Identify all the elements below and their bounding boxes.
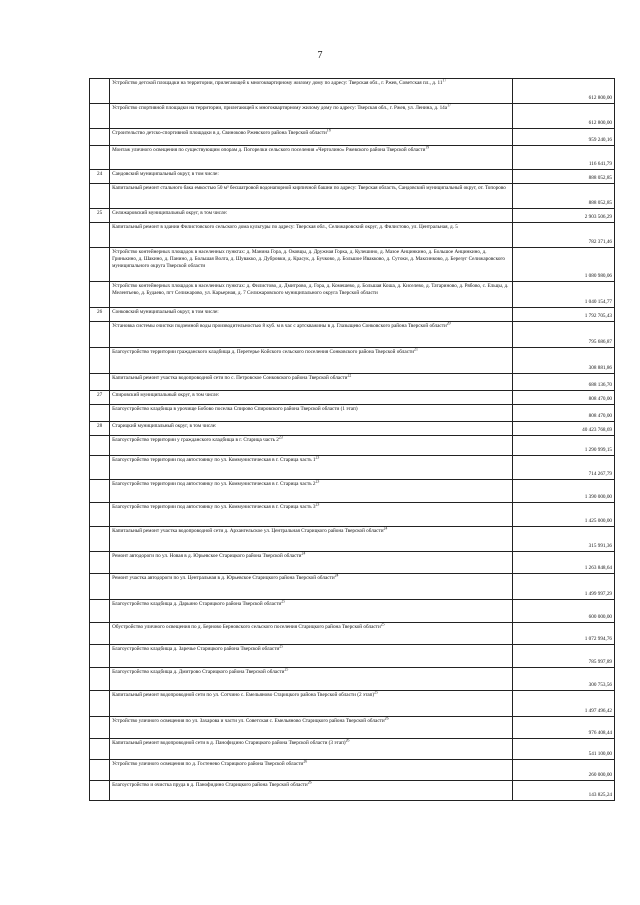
table-row xyxy=(90,146,615,170)
row-number xyxy=(90,574,110,600)
table-row xyxy=(90,456,615,480)
row-description xyxy=(110,405,513,422)
row-description xyxy=(110,248,513,282)
row-number xyxy=(90,480,110,503)
row-amount: 600 000,00 xyxy=(513,600,615,623)
table-row xyxy=(90,623,615,645)
row-number xyxy=(90,104,110,129)
row-description xyxy=(110,781,513,801)
row-description xyxy=(110,146,513,170)
table-row xyxy=(90,209,615,223)
row-description xyxy=(110,480,513,503)
row-amount: 1 040 154,77 xyxy=(513,282,615,308)
row-description-text: Благоустройство кладбища в урочище Бобово поселка Спирово Спировского района Тверской области (1 этап) xyxy=(112,406,358,412)
row-description xyxy=(110,129,513,146)
row-description xyxy=(110,717,513,739)
row-number xyxy=(90,623,110,645)
row-number xyxy=(90,645,110,668)
row-description xyxy=(110,391,513,405)
row-amount: 782 371,46 xyxy=(513,223,615,248)
row-number xyxy=(90,503,110,527)
row-number xyxy=(90,781,110,801)
row-amount: 808 470,00 xyxy=(513,391,615,405)
row-amount: 1 425 000,00 xyxy=(513,503,615,527)
row-amount: 976 408,44 xyxy=(513,717,615,739)
table-row xyxy=(90,691,615,717)
row-number: 24 xyxy=(90,170,110,184)
row-amount: 688 136,70 xyxy=(513,374,615,391)
row-description-text: Капитальный ремонт в здании Филистовского сельского дома культуры по адресу: Тверская обл., Селижаровский округ, д. Филистово, ул. Центральная, д. 5 xyxy=(112,224,458,230)
row-number xyxy=(90,322,110,348)
row-description-text: Сандовский муниципальный округ, в том числе: xyxy=(112,171,219,177)
row-description-text: Устройство уличного освещения по ул. Захарова и части ул. Советская с. Емельяново Старицкого района Тверской области xyxy=(112,718,385,724)
footnote-ref: 25 xyxy=(279,644,284,649)
row-amount: 1 263 848,64 xyxy=(513,552,615,574)
row-amount: 1 792 705,43 xyxy=(513,308,615,322)
row-amount: 143 825,24 xyxy=(513,781,615,801)
row-description xyxy=(110,79,513,104)
row-number xyxy=(90,248,110,282)
row-number xyxy=(90,129,110,146)
row-amount: 785 997,89 xyxy=(513,645,615,668)
row-amount: 300 753,56 xyxy=(513,668,615,691)
footnote-ref: 26 xyxy=(345,738,350,743)
table-row xyxy=(90,391,615,405)
footnote-ref: 26 xyxy=(384,716,389,721)
row-description-text: Благоустройство территории под автостоянку по ул. Коммунистическая в г. Старица часть 2 xyxy=(112,481,316,487)
row-number xyxy=(90,184,110,209)
row-amount: 795 686,87 xyxy=(513,322,615,348)
row-description-text: Ремонт участка автодороги по ул. Центральная в д. Юрьевское Старицкого района Тверской области xyxy=(112,575,335,581)
table-row xyxy=(90,503,615,527)
row-number xyxy=(90,527,110,552)
footnote-ref: 26 xyxy=(307,780,312,785)
footnote-ref: 25 xyxy=(281,599,286,604)
row-description xyxy=(110,527,513,552)
row-amount: 612 800,00 xyxy=(513,104,615,129)
row-description xyxy=(110,552,513,574)
row-description-text: Спировский муниципальный округ, в том числе: xyxy=(112,392,220,398)
row-description-text: Селижаровский муниципальный округ, в том числе: xyxy=(112,210,228,216)
row-description xyxy=(110,668,513,691)
row-amount: 1 499 997,29 xyxy=(513,574,615,600)
table-row xyxy=(90,79,615,104)
row-amount: 1 390 000,00 xyxy=(513,480,615,503)
table-row xyxy=(90,552,615,574)
row-description xyxy=(110,422,513,436)
row-number xyxy=(90,739,110,760)
row-amount: 2 903 506,29 xyxy=(513,209,615,223)
row-number xyxy=(90,146,110,170)
row-number: 27 xyxy=(90,391,110,405)
footnote-ref: 18 xyxy=(326,128,331,133)
row-number xyxy=(90,668,110,691)
table-row xyxy=(90,248,615,282)
row-amount: 888 052,85 xyxy=(513,184,615,209)
row-description-text: Монтаж уличного освещения по существующим опорам д. Погорелки сельского поселения «Чертолино» Ржевского района Тверской области xyxy=(112,147,426,153)
table-row xyxy=(90,480,615,503)
row-amount: 116 641,79 xyxy=(513,146,615,170)
table-row xyxy=(90,104,615,129)
row-description xyxy=(110,691,513,717)
row-amount: 308 881,86 xyxy=(513,348,615,374)
row-description-text: Обустройство уличного освещения по д. Берново Берновского сельского поселения Старицкого района Тверской области xyxy=(112,624,381,630)
row-description-text: Устройство контейнерных площадок в населенных пунктах: д. Филистово, д. Дмитрово, д. Гора, д. Комешево, д. Большая Коша, д. Киселево, д. Татариново, д. Рябово, с. Ельцы, д. Мелентьево, д. Будаево, пгт Селижарово, ул. Карьерная, д. 7 Селижаровского муниципального округа Тверской области xyxy=(112,283,509,296)
row-amount: 714 267,79 xyxy=(513,456,615,480)
row-description xyxy=(110,760,513,781)
row-description-text: Капитальный ремонт участка водопроводной сети д. Архангельское ул. Центральная Старицкого района Тверской области xyxy=(112,528,384,534)
row-description-text: Благоустройство территории под автостоянку по ул. Коммунистическая в г. Старица часть 3 xyxy=(112,504,316,510)
table-row xyxy=(90,760,615,781)
row-amount: 1 072 994,76 xyxy=(513,623,615,645)
row-description xyxy=(110,282,513,308)
row-description-text: Благоустройство и очистка пруда в д. Панофидино Старицкого района Тверской области xyxy=(112,782,308,788)
row-number xyxy=(90,691,110,717)
row-amount: 888 052,85 xyxy=(513,170,615,184)
table-row xyxy=(90,405,615,422)
row-description xyxy=(110,436,513,456)
row-description xyxy=(110,574,513,600)
row-description xyxy=(110,503,513,527)
row-number: 26 xyxy=(90,308,110,322)
row-description xyxy=(110,104,513,129)
row-amount: 1 497 496,42 xyxy=(513,691,615,717)
row-amount: 40 423 768,69 xyxy=(513,422,615,436)
row-description xyxy=(110,223,513,248)
table-row xyxy=(90,717,615,739)
row-description-text: Благоустройство территории гражданского кладбища д. Перетерье Койского сельского поселения Сонковского района Тверской области xyxy=(112,349,415,355)
row-description xyxy=(110,645,513,668)
row-amount: 1 080 980,06 xyxy=(513,248,615,282)
row-number xyxy=(90,760,110,781)
row-description-text: Благоустройство кладбища д. Дарьино Старицкого района Тверской области xyxy=(112,601,282,607)
row-description-text: Благоустройство кладбища д. Дмитрово Старицкого района Тверской области xyxy=(112,669,285,675)
table-row xyxy=(90,348,615,374)
row-description xyxy=(110,308,513,322)
footnote-ref: 24 xyxy=(301,551,306,556)
row-description xyxy=(110,322,513,348)
row-description xyxy=(110,184,513,209)
table-row xyxy=(90,308,615,322)
footnote-ref: 23 xyxy=(315,455,320,460)
row-description xyxy=(110,600,513,623)
footnote-ref: 17 xyxy=(447,103,451,108)
footnote-ref: 23 xyxy=(315,502,320,507)
table-row xyxy=(90,574,615,600)
row-description-text: Устройство спортивной площадки на территории, прилегающей к многоквартирному жилому дому по адресу: Тверская обл., г. Ржев, ул. Ленина, д. 14а xyxy=(112,105,448,111)
row-number xyxy=(90,405,110,422)
footnote-ref: 19 xyxy=(425,145,430,150)
table-row xyxy=(90,600,615,623)
table-row xyxy=(90,436,615,456)
row-description-text: Благоустройство кладбища д. Заречье Старицкого района Тверской области xyxy=(112,646,280,652)
footnote-ref: 24 xyxy=(334,573,339,578)
budget-table xyxy=(89,78,615,801)
row-description-text: Благоустройство территории под автостоянку по ул. Коммунистическая в г. Старица часть 1 xyxy=(112,457,316,463)
row-amount: 959 240,16 xyxy=(513,129,615,146)
footnote-ref: 23 xyxy=(315,479,320,484)
row-amount: 315 991,36 xyxy=(513,527,615,552)
row-description xyxy=(110,739,513,760)
row-description xyxy=(110,623,513,645)
row-description-text: Устройство уличного освещения по д. Гостенево Старицкого района Тверской области xyxy=(112,761,304,767)
footnote-ref: 21 xyxy=(414,347,418,352)
row-number xyxy=(90,717,110,739)
row-description-text: Старицкий муниципальный округ, в том числе: xyxy=(112,423,217,429)
table-row xyxy=(90,645,615,668)
table-row xyxy=(90,781,615,801)
row-amount: 612 800,00 xyxy=(513,79,615,104)
row-description xyxy=(110,374,513,391)
row-description xyxy=(110,456,513,480)
row-amount: 808 470,00 xyxy=(513,405,615,422)
table-row xyxy=(90,739,615,760)
table-row xyxy=(90,668,615,691)
table-row xyxy=(90,184,615,209)
row-description-text: Капитальный ремонт водопроводной сети по ул. Сотчино с. Емельяново Старицкого района Тверской области (2 этап) xyxy=(112,692,375,698)
row-number xyxy=(90,223,110,248)
row-description-text: Ремонт автодороги по ул. Новая в д. Юрьевское Старицкого района Тверской области xyxy=(112,553,302,559)
table-row xyxy=(90,374,615,391)
footnote-ref: 22 xyxy=(347,373,352,378)
footnote-ref: 24 xyxy=(383,526,388,531)
row-description-text: Устройство детской площадки на территории, прилегающей к многоквартирному жилому дому по адресу: Тверская обл., г. Ржев, Советская пл., д. 11 xyxy=(112,80,443,86)
row-description-text: Капитальный ремонт участка водопроводной сети по с. Петровское Сонковского района Тверской области xyxy=(112,375,348,381)
table-row xyxy=(90,223,615,248)
footnote-ref: 26 xyxy=(303,759,308,764)
footnote-ref: 25 xyxy=(284,667,289,672)
row-number xyxy=(90,436,110,456)
row-amount: 1 290 999,15 xyxy=(513,436,615,456)
row-number: 28 xyxy=(90,422,110,436)
table-row xyxy=(90,422,615,436)
row-description xyxy=(110,348,513,374)
page-number: 7 xyxy=(317,50,323,61)
footnote-ref: 17 xyxy=(442,78,447,83)
table-row xyxy=(90,170,615,184)
table-row xyxy=(90,129,615,146)
row-number xyxy=(90,552,110,574)
row-description xyxy=(110,209,513,223)
row-number: 25 xyxy=(90,209,110,223)
row-number xyxy=(90,79,110,104)
table-row xyxy=(90,322,615,348)
row-amount: 541 100,00 xyxy=(513,739,615,760)
row-description-text: Устройство контейнерных площадок в населенных пунктах: д. Манина Гора, д. Оковцы, д. Дружная Горка, д. Кулешино, д. Мазое Анцинкино, д. Большое Анцинкино, д. Гринькино, д. Шакино, д. Панино, д. Большая Волга, д. Шувакко, д. Дубровки, д. Красук, д. Бучково, д. Большое Ивакково, д. Сутоки, д. Максинково, д. Березуг Селижаровского муниципального округа Тверской области xyxy=(112,249,506,269)
row-number xyxy=(90,348,110,374)
row-description-text: Капитальный ремонт водопроводной сети в д. Панофидино Старицкого района Тверской области (3 этап) xyxy=(112,740,346,746)
footnote-ref: 20 xyxy=(446,321,451,326)
footnote-ref: 25 xyxy=(374,690,378,695)
row-description-text: Благоустройство территории у гражданского кладбища в г. Старица часть 2 xyxy=(112,437,279,443)
row-number xyxy=(90,600,110,623)
row-description-text: Сонковский муниципальный округ, в том числе: xyxy=(112,309,219,315)
row-description-text: Капитальный ремонт стального бака емкостью 50 м³ бесшатровой водонапорной кирпичной башни по адресу: Тверская область, Сандовский муниципальный округ, от. Топорово xyxy=(112,185,506,191)
row-description-text: Строительство детско-спортивной площадки в д. Свиноково Ржевского района Тверской области xyxy=(112,130,327,136)
row-description xyxy=(110,170,513,184)
row-number xyxy=(90,282,110,308)
table-row xyxy=(90,282,615,308)
table-row xyxy=(90,527,615,552)
row-description-text: Установка системы очистки подземной воды производительностью 8 куб. м в час с артскважины в д. Глазыщево Сонковского района Тверской области xyxy=(112,323,447,329)
row-amount: 260 000,00 xyxy=(513,760,615,781)
row-number xyxy=(90,456,110,480)
footnote-ref: 23 xyxy=(278,435,283,440)
footnote-ref: 25 xyxy=(380,622,385,627)
row-number xyxy=(90,374,110,391)
